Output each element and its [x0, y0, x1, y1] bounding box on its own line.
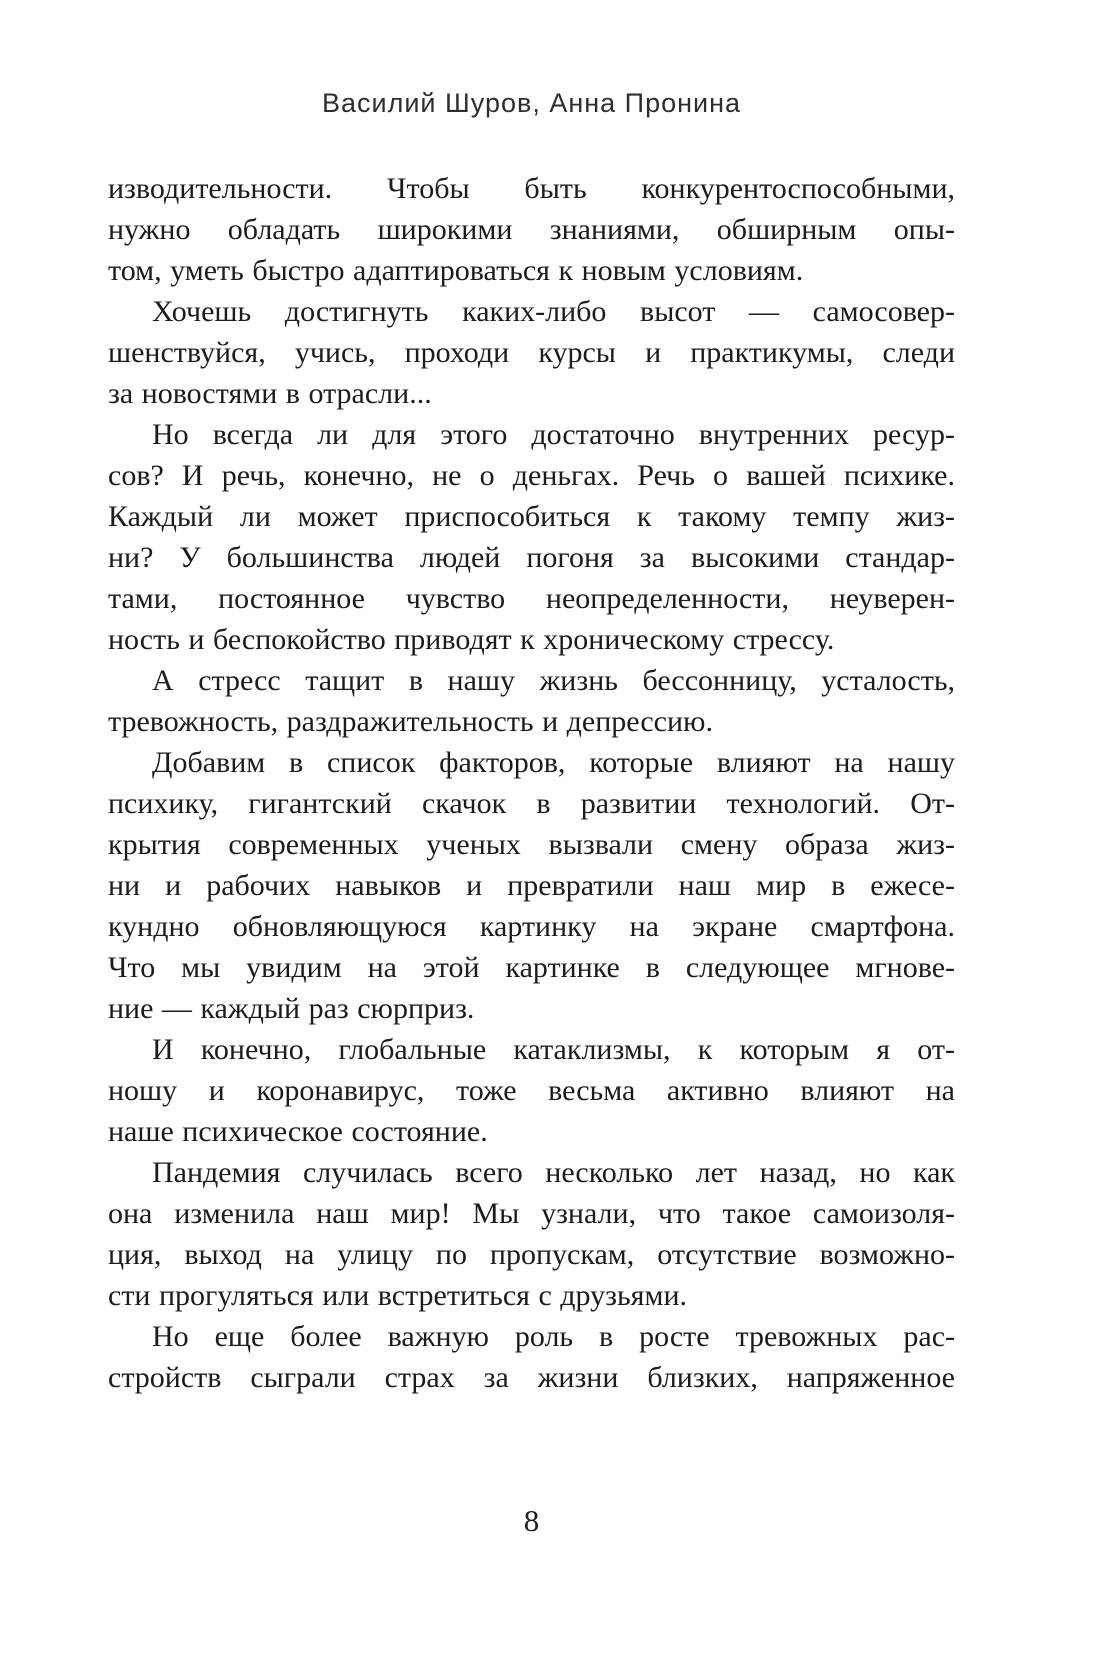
- text-line: она изменила наш мир! Мы узнали, что такое самоизоля-: [108, 1197, 955, 1230]
- page-number: 8: [523, 1503, 540, 1538]
- text-line: ность и беспокойство приводят к хроническому стрессу.: [108, 623, 835, 656]
- text-line: изводительности. Чтобы быть конкурентоспособными,: [108, 172, 955, 205]
- text-line: кундно обновляющуюся картинку на экране смартфона.: [108, 910, 955, 943]
- text-line: А стресс тащит в нашу жизнь бессонницу, усталость,: [152, 664, 955, 697]
- text-line: стройств сыграли страх за жизни близких, напряженное: [108, 1361, 955, 1394]
- text-line: нужно обладать широкими знаниями, обширным опы-: [108, 213, 955, 246]
- text-line: за новостями в отрасли...: [108, 377, 432, 410]
- running-header-authors: Василий Шуров, Анна Пронина: [321, 88, 742, 118]
- text-line: наше психическое состояние.: [108, 1115, 488, 1148]
- text-line: крытия современных ученых вызвали смену образа жиз-: [108, 828, 955, 861]
- text-line: ни и рабочих навыков и превратили наш мир в ежесе-: [108, 869, 955, 902]
- text-line: Но всегда ли для этого достаточно внутренних ресур-: [152, 418, 955, 451]
- text-line: шенствуйся, учись, проходи курсы и практикумы, следи: [108, 336, 955, 369]
- text-line: том, уметь быстро адаптироваться к новым условиям.: [108, 254, 804, 287]
- text-line: сов? И речь, конечно, не о деньгах. Речь о вашей психике.: [108, 459, 955, 492]
- body-text: [108, 168, 955, 1398]
- text-line: Но еще более важную роль в росте тревожных рас-: [152, 1320, 955, 1353]
- text-line: ция, выход на улицу по пропускам, отсутствие возможно-: [108, 1238, 955, 1271]
- text-line: Добавим в список факторов, которые влияют на нашу: [152, 746, 955, 779]
- text-line: сти прогуляться или встретиться с друзьями.: [108, 1279, 687, 1312]
- text-line: Пандемия случилась всего несколько лет назад, но как: [152, 1156, 955, 1189]
- text-line: Что мы увидим на этой картинке в следующее мгнове-: [108, 951, 955, 984]
- text-line: ношу и коронавирус, тоже весьма активно влияют на: [108, 1074, 955, 1107]
- text-line: И конечно, глобальные катаклизмы, к которым я от-: [152, 1033, 955, 1066]
- text-line: Каждый ли может приспособиться к такому темпу жиз-: [108, 500, 955, 533]
- text-line: ни? У большинства людей погоня за высокими стандар-: [108, 541, 955, 574]
- text-line: психику, гигантский скачок в развитии технологий. От-: [108, 787, 955, 820]
- text-line: тами, постоянное чувство неопределенности, неуверен-: [108, 582, 955, 615]
- text-line: тревожность, раздражительность и депрессию.: [108, 705, 713, 738]
- text-line: ние — каждый раз сюрприз.: [108, 992, 475, 1025]
- text-line: Хочешь достигнуть каких-либо высот — самосовер-: [152, 295, 955, 328]
